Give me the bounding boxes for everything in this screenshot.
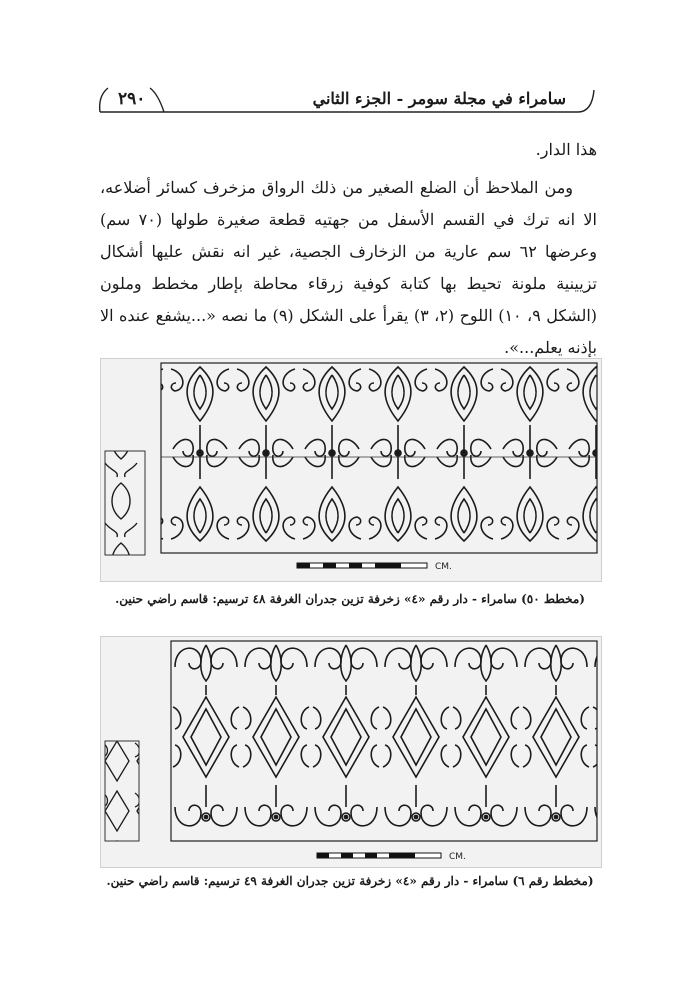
body-first-line: هذا الدار. [535,140,597,159]
ornament-svg-1 [101,359,601,581]
ornament-drawing-1 [100,358,602,582]
ornament-svg-2 [101,637,601,867]
body-paragraph: ومن الملاحظ أن الضلع الصغير من ذلك الرواق مزخرف كسائر أضلاعه، الا انه ترك في القسم الأسفل من جهتيه قطعة صغيرة طولها (٧٠ سم) وعرضها ٦٢ سم عارية من الزخارف الجصية، غير انه نقش عليها أشكال تزيينية ملونة تحيط بها كتابة كوفية زرقاء محاطة بإطار مخطط وملون (الشكل ٩، ١٠) اللوح (٢، ٣) يقرأ على الشكل (٩) ما نصه «...يشفع عنده الا بإذنه يعلم...». [100,178,598,357]
body-text [100,134,597,364]
figure-caption-1: (مخطط ٥٠) سامراء - دار رقم «٤» زخرفة تزين جدران الغرفة ٤٨ ترسيم: قاسم راضي حنين. [115,592,585,606]
figure-caption-2: (مخطط رقم ٦) سامراء - دار رقم «٤» زخرفة تزين جدران الغرفة ٤٩ ترسيم: قاسم راضي حنين. [106,874,594,888]
scale-label-2: CM. [449,852,466,862]
ornament-drawing-2 [100,636,602,868]
scale-label-1: CM. [435,562,452,572]
page-header [98,86,598,114]
running-title: سامراء في مجلة سومر - الجزء الثاني [312,89,566,108]
page-number: ٢٩٠ [118,89,146,109]
